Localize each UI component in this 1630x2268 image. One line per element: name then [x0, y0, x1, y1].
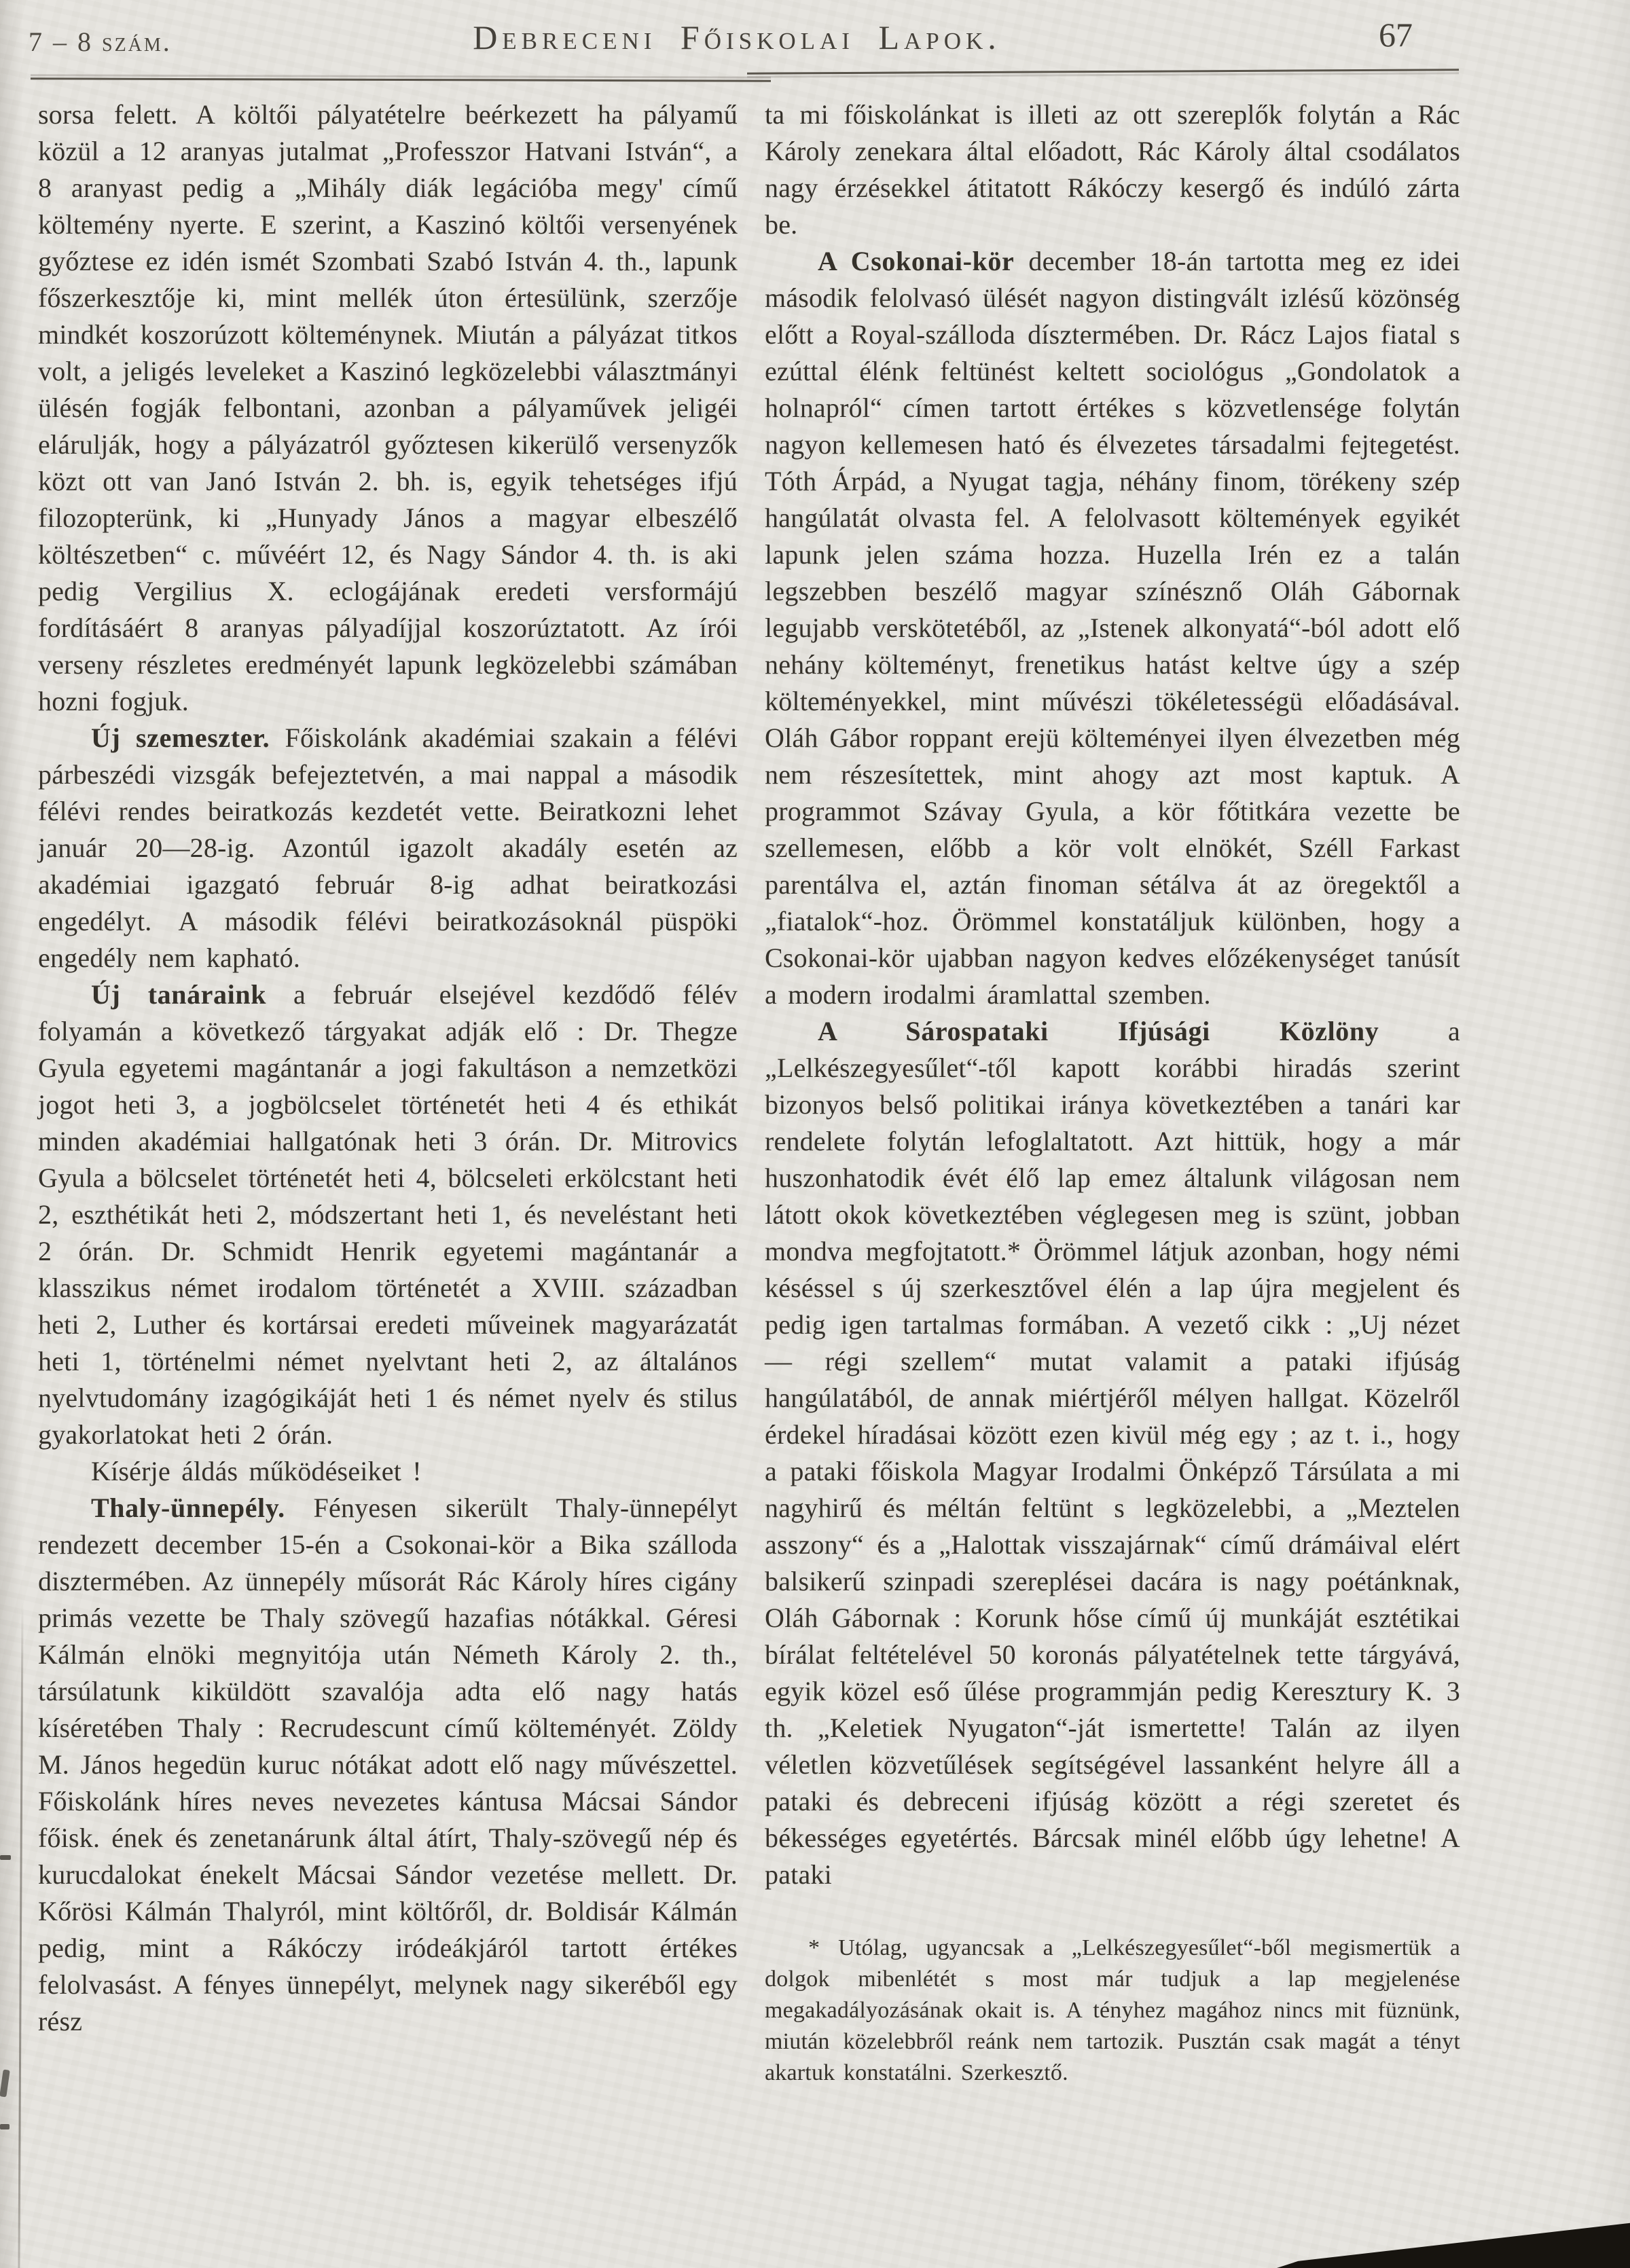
scan-artifact-edge-mark [0, 1855, 11, 1860]
issue-number: 7 – 8 szám. [29, 26, 172, 57]
header-rule-left [31, 77, 771, 81]
paragraph-lead: Thaly-ünnepély. [91, 1493, 285, 1523]
scan-artifact-corner-shadow [1277, 2219, 1630, 2268]
paragraph-text: Főiskolánk akadémiai szakain a félévi párbeszédi vizsgák befejeztetvén, a mai nappal a második félévi rendes beiratkozás kezdetét vette. Beiratkozni lehet január 20—28-ig. Azontúl igazolt akadály esetén az akadémiai igazgató február 8-ig adhat beiratkozási engedélyt. A második félévi beiratkozásoknál püspöki engedély nem kapható. [38, 723, 738, 973]
paragraph-text: december 18-án tartotta meg ez idei második felolvasó ülését nagyon distingvált izlésű közönség előtt a Royal-szálloda dísztermében. Dr. Rácz Lajos fiatal s ezúttal élénk feltünést keltett sociológus „Gondolatok a holnapról“ címen tartott értékes s közvetlensége folytán nagyon kellemesen ható és élvezetes társadalmi fejtegetést. Tóth Árpád, a Nyugat tagja, néhány finom, törékeny szép hangúlatát olvasta fel. A felolvasott költemények egyikét lapunk jelen száma hozza. Huzella Irén ez a talán legszebben beszélő magyar színésznő Oláh Gábornak legujabb verskötetéből, az „Istenek alkonyatá“-ból adott elő nehány költeményt, frenetikus hatást keltve úgy a szép költeményekkel, mint művészi tökéletességü előadásával. Oláh Gábor roppant erejü költeményei ilyen élvezetben még nem részesítettek, mint ahogy azt most kaptuk. A programmot Szávay Gyula, a kör főtitkára vezette be szellemesen, előbb a kör volt elnökét, Széll Farkast parentálva el, aztán finoman sétálva át az öregektől a „fiatalok“-hoz. Örömmel konstatáljuk különben, hogy a Csokonai-kör ujabban nagyon kedves előzékenységet tanúsít a modern irodalmi áramlattal szemben. [765, 246, 1460, 1010]
page-number: 67 [1379, 16, 1413, 54]
paragraph-continuation [765, 96, 1460, 243]
paragraph-lead: A Sárospataki Ifjúsági Közlöny [818, 1016, 1379, 1046]
header-rule-right [747, 69, 1459, 74]
editor-footnote [765, 1933, 1460, 2089]
paragraph-new-semester [38, 720, 738, 976]
paragraph-new-teachers [38, 976, 738, 1453]
scan-artifact-edge-mark [0, 2069, 10, 2097]
paragraph-text: sorsa felett. A költői pályatételre beérkezett ha pályamű közül a 12 aranyas jutalmat „Professzor Hatvani István“, a 8 aranyast pedig a „Mihály diák legációba megy' című költemény nyerte. E szerint, a Kaszinó költői versenyének győztese ez idén ismét Szombati Szabó István 4. th., lapunk főszerkesztője ki, mint mellék úton értesülünk, szerzője mindkét koszorúzott költeménynek. Miután a pályázat titkos volt, a jeligés leveleket a Kaszinó legközelebbi választmányi ülésén fogják felbontani, azonban a pályaművek jeligéi elárulják, hogy a pályázatról győztesen kikerülő versenyzők közt ott van Janó István 2. bh. is, egyik tehetséges ifjú filozopterünk, ki „Hunyady János a magyar elbeszélő költészetben“ c. művéért 12, és Nagy Sándor 4. th. is aki pedig Vergilius X. eclogájának eredeti versformájú fordításáért 8 aranyas pályadíjjal koszorúztatott. Az írói verseny részletes eredményét lapunk legközelebbi számában hozni fogjuk. [38, 99, 738, 716]
paragraph-sarospatak-gazette [765, 1013, 1460, 1893]
paragraph-csokonai-circle [765, 243, 1460, 1013]
paragraph-text: ta mi főiskolánkat is illeti az ott szereplők folytán a Rác Károly zenekara által előadott, Rác Károly által csodálatos nagy érzésekkel átitatott Rákóczy kesergő és indúló zárta be. [765, 99, 1460, 240]
paragraph-text: Kísérje áldás működéseiket ! [91, 1456, 422, 1486]
footnote-text: * Utólag, ugyancsak a „Lelkészegyesűlet“-ből megismertük a dolgok mibenlétét s most már tudjuk a lap megjelenése megakadályozásának okait is. A tényhez magához nincs mit füznünk, miután közelebbről reánk nem tartozik. Pusztán csak magát a tényt akartuk konstatálni. Szerkesztő. [765, 1935, 1460, 2085]
paragraph-text: Fényesen sikerült Thaly-ünnepélyt rendezett december 15-én a Csokonai-kör a Bika szálloda disztermében. Az ünnepély műsorát Rác Károly híres cigány primás vezette be Thaly szövegű hazafias nótákkal. Géresi Kálmán elnöki megnyitója után Németh Károly 2. th., társúlatunk kiküldött szavalója adta elő nagy hatás kíséretében Thaly : Recrudescunt című költeményét. Zöldy M. János hegedün kuruc nótákat adott elő nagy művészettel. Főiskolánk híres neves nevezetes kántusa Mácsai Sándor főisk. ének és zenetanárunk által átírt, Thaly-szövegű nép és kurucdalokat énekelt Mácsai Sándor vezetése mellett. Dr. Kőrösi Kálmán Thalyról, mint költőről, dr. Boldisár Kálmán pedig, mint a Rákóczy iródeákjáról tartott értékes felolvasást. A fényes ünnepélyt, melynek nagy sikeréből egy rész [38, 1493, 738, 2036]
paragraph-thaly-celebration [38, 1490, 738, 2040]
paragraph-blessing [38, 1453, 738, 1490]
scan-artifact-fold-line [18, 1603, 23, 2268]
left-column [38, 96, 738, 2040]
paragraph-lead: A Csokonai-kör [818, 246, 1015, 276]
paragraph-text: a február elsejével kezdődő félév folyamán a következő tárgyakat adják elő : Dr. Thegze Gyula egyetemi magántanár a jogi fakultáson a nemzetközi jogot heti 3, a jogbölcselet történetét heti 4 és ethikát minden akadémiai hallgatónak heti 3 órán. Dr. Mitrovics Gyula a bölcselet történetét heti 4, bölcseleti erkölcstant heti 2, eszthétikát heti 2, módszertant heti 1, és neveléstant heti 2 órán. Dr. Schmidt Henrik egyetemi magántanár a klasszikus német irodalom történetét a XVIII. században heti 2, Luther és kortársai eredeti műveinek magyarázatát heti 1, történelmi német nyelvtant heti 2, az általános nyelvtudomány izagógikáját heti 1 és német nyelv és stilus gyakorlatokat heti 2 órán. [38, 979, 738, 1450]
paragraph-lead: Új tanáraink [91, 979, 267, 1010]
scan-artifact-edge-mark [0, 2124, 10, 2129]
paragraph-lead: Új szemeszter. [91, 723, 270, 753]
paragraph-text: a „Lelkészegyesűlet“-től kapott korábbi hiradás szerint bizonyos belső politikai iránya következtében a tanári kar rendelete folytán lefoglaltatott. Azt hittük, hogy a már huszonhatodik évét élő lap emez általunk világosan nem látott okok következtében véglegesen meg is szünt, jobban mondva megfojtatott.* Örömmel látjuk azonban, hogy némi késéssel s új szerkesztővel élén a lap újra megjelent és pedig igen tartalmas formában. A vezető cikk : „Uj nézet — régi szellem“ mutat valamit a pataki ifjúság hangúlatából, de annak miértjéről mélyen hallgat. Közelről érdekel híradásai között ezen kivül még egy ; az t. i., hogy a pataki főiskola Magyar Irodalmi Önképző Társúlata a mi nagyhirű és méltán feltünt s legközelebbi, a „Meztelen asszony“ és a „Halottak visszajárnak“ című drámáival elért balsikerű szinpadi szereplései dacára is nagy poétánknak, Oláh Gábornak : Korunk hőse című új munkáját esztétikai bírálat feltételével 50 koronás pályatételnek tette tárgyává, egyik közel eső űlése programmján pedig Keresztury K. 3 th. „Keletiek Nyugaton“-ját ismertette! Talán az ilyen véletlen közvetűlések segítségével lassanként helyre áll a pataki és debreceni ifjúság között a régi szeretet és békességes egyetértés. Bárcsak minél előbb úgy lehetne! A pataki [765, 1016, 1461, 1890]
masthead-title: Debreceni Főiskolai Lapok. [473, 18, 1001, 56]
right-column [765, 96, 1460, 2089]
paragraph-continuation [38, 96, 738, 720]
